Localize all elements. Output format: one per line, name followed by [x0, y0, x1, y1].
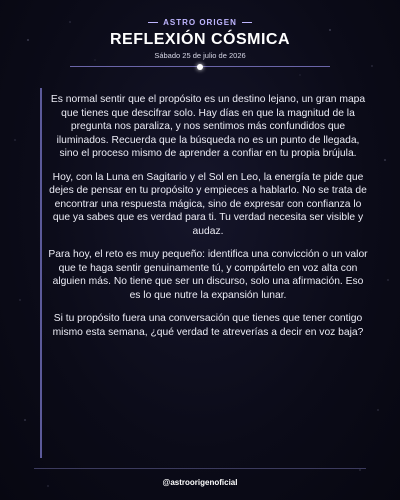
date-label: Sábado 25 de julio de 2026 — [154, 51, 246, 60]
footer-divider — [34, 468, 366, 469]
page-title: REFLEXIÓN CÓSMICA — [109, 31, 291, 48]
paragraph-1: Es normal sentir que el propósito es un destino lejano, un gran mapa que tienes que descifrar solo. Hay días en que la magnitud de la pregunta nos paraliza, y nos sentimos más confundidos que iluminados. Recuerda que la búsqueda no es un punto de llegada, sino el proceso mismo de aprender a confiar en tu propia brújula. — [50, 94, 366, 159]
paragraph-2: Hoy, con la Luna en Sagitario y el Sol en Leo, la energía te pide que dejes de pensar en tu propósito y empieces a hablarlo. No se trata de encontrar una respuesta mágica, sino de expresar con confianza lo que ya sabes que es verdad para ti. Tu verdad necesita ser visible y audaz. — [49, 171, 367, 237]
social-handle: @astroorigenoficial — [162, 478, 238, 487]
reflection-body — [48, 93, 368, 349]
paragraph-4: Si tu propósito fuera una conversación que tienes que tener contigo mismo esta semana, ¿qué verdad te atreverías a decir en voz baja? — [52, 313, 364, 338]
title-divider — [70, 64, 330, 70]
side-accent-line — [40, 88, 42, 458]
brand-dash-right — [242, 22, 252, 23]
paragraph-3: Para hoy, el reto es muy pequeño: identifica una convicción o un valor que te haga sentir genuinamente tú, y compártelo en voz alta con alguien más. No tiene que ser un discurso, solo una afirmación. Eso es lo que nutre la expansión lunar. — [48, 249, 368, 301]
brand-dash-left — [148, 22, 158, 23]
header — [0, 18, 400, 70]
brand-text: ASTRO ORIGEN — [163, 18, 237, 27]
star-dot-icon — [197, 64, 203, 70]
brand-label — [0, 18, 400, 27]
